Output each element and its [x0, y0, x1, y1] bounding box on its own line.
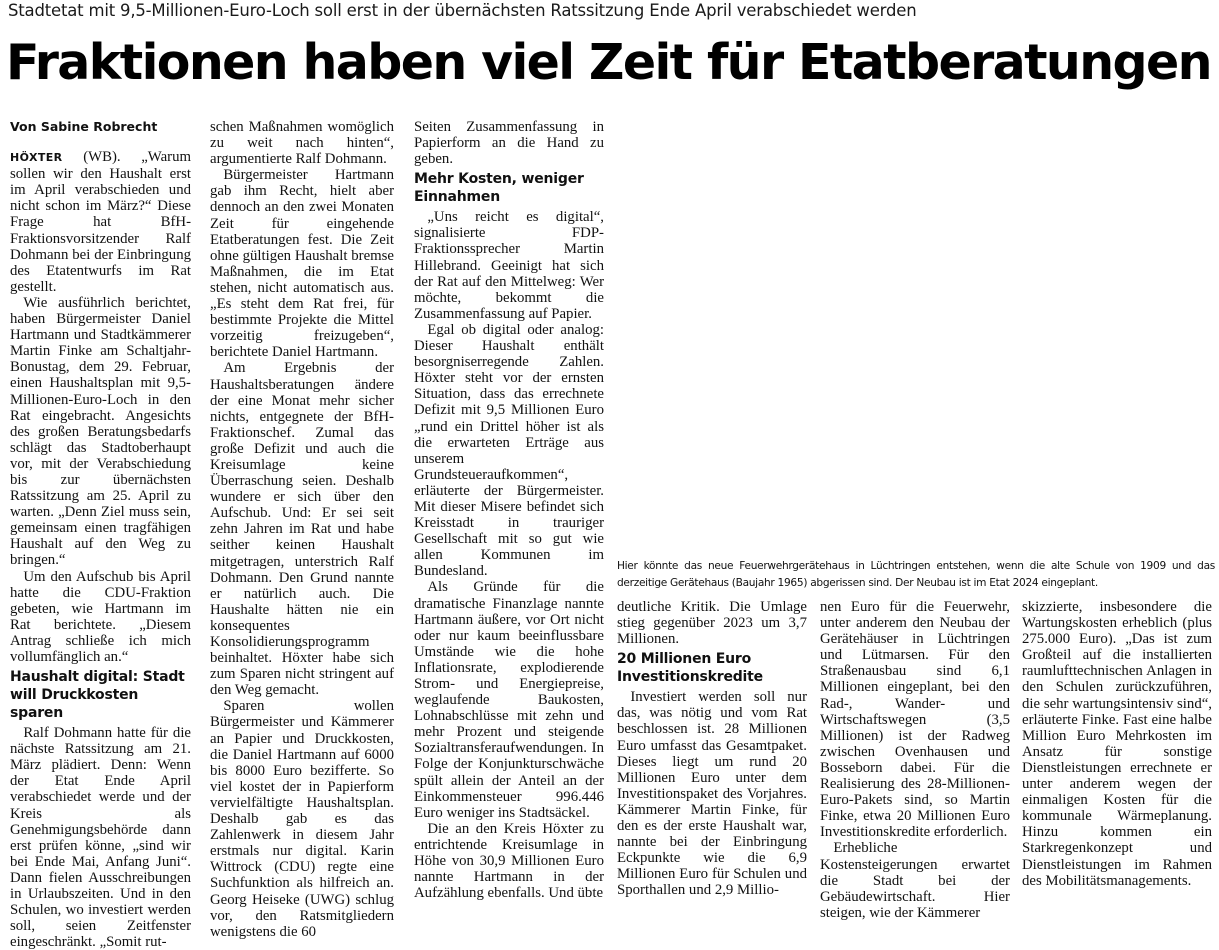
- article-column-4: [617, 599, 807, 924]
- article-headline: Fraktionen haben viel Zeit für Etatberatungen: [6, 34, 1211, 91]
- dateline: HÖXTER: [10, 151, 63, 165]
- paragraph: schen Maßnahmen womöglich zu weit nach hinten“, argumentierte Ralf Dohmann.: [210, 119, 394, 168]
- paragraph: Sparen wollen Bürgermeister und Kämmerer an Papier und Druckkosten, die Daniel Hartmann auf 6000 bis 8000 Euro bezifferte. So viel kostet der in Papierform vervielfältigte Haushaltsplan. Deshalb gab es das Zahlenwerk in diesem Jahr erstmals nur digital. Karin Wittrock (CDU) regte eine Suchfunktion als hilfreich an. Georg Heiseke (UWG) schlug vor, den Ratsmitgliedern wenigstens die 60: [210, 698, 394, 940]
- article-column-2: [210, 119, 394, 940]
- section-heading: Mehr Kosten, weniger Einnahmen: [414, 171, 584, 206]
- paragraph: nen Euro für die Feuerwehr, unter anderem den Neubau der Gerätehäuser in Lüchtringen und Lütmarsen. Für den Straßenausbau sind 6,1 Millionen eingeplant, bei den Rad-, Wander- und Wirtschaftswegen (3,5 Millionen) ist der Radweg zwischen Ovenhausen und Bosseborn dabei. Für die Realisierung des 28-Millionen-Euro-Pakets sind, so Martin Finke, etwa 20 Millionen Euro Investitionskredite erforderlich.: [820, 599, 1010, 841]
- article-column-5: [820, 599, 1010, 924]
- section-heading: Haushalt digital: Stadt will Druckkosten sparen: [10, 669, 185, 722]
- section-heading: 20 Millionen Euro Investitionskredite: [617, 651, 763, 686]
- paragraph: Bürgermeister Hartmann gab ihm Recht, hielt aber dennoch an den zwei Monaten Zeit für eingehende Etatberatungen fest. Die Zeit ohne gültigen Haushalt bremse Maßnahmen, die im Etat stehen, nicht automatisch aus. „Es steht dem Rat frei, für bestimmte Projekte die Mittel vorzeitig freizugeben“, berichtete Daniel Hartmann.: [210, 167, 394, 361]
- article-subheadline: Stadtetat mit 9,5-Millionen-Euro-Loch soll erst in der übernächsten Ratssitzung Ende April verabschiedet werden: [8, 1, 917, 20]
- paragraph: deutliche Kritik. Die Umlage stieg gegenüber 2023 um 3,7 Millionen.: [617, 599, 807, 648]
- paragraph: „Uns reicht es digital“, signalisierte FDP-Fraktionssprecher Martin Hillebrand. Geeinigt hat sich der Rat auf den Mittelweg: Wer möchte, bekommt die Zusammenfassung auf Papier.: [414, 209, 604, 322]
- byline: Von Sabine Robrecht: [10, 119, 158, 134]
- paragraph: Die an den Kreis Höxter zu entrichtende Kreisumlage in Höhe von 30,9 Millionen Euro nannte Hartmann in der Aufzählung ebenfalls. Und übte: [414, 820, 604, 902]
- article-column-1: [10, 119, 191, 950]
- paragraph: Erhebliche Kostensteigerungen erwartet die Stadt bei der Gebäudewirtschaft. Hier steigen, wie der Kämmerer: [820, 840, 1010, 921]
- paragraph-text: (WB). „Warum sollen wir den Haushalt erst im April verabschieden und nicht schon im März?“ Diese Frage hat BfH-Fraktionsvorsitzender Ralf Dohmann bei der Einbringung des Etatentwurfs im Rat gestellt.: [10, 149, 191, 295]
- photo-caption: Hier könnte das neue Feuerwehrgerätehaus in Lüchtringen entstehen, wenn die alte Schule von 1909 und das derzeitige Gerätehaus (Baujahr 1965) abgerissen sind. Der Neubau ist im Etat 2024 eingeplant.: [617, 560, 1215, 589]
- paragraph: Wie ausführlich berichtet, haben Bürgermeister Daniel Hartmann und Stadtkämmerer Martin Finke am Schaltjahr-Bonustag, dem 29. Februar, einen Haushaltsplan mit 9,5-Millionen-Euro-Loch in den Rat eingebracht. Angesichts des großen Beratungsbedarfs schlägt das Stadtoberhaupt vor, mit der Verabschiedung bis zur übernächsten Ratssitzung am 25. April zu warten. „Denn Ziel muss sein, gemeinsam einen tragfähigen Haushalt auf den Weg zu bringen.“: [10, 294, 191, 569]
- paragraph: Um den Aufschub bis April hatte die CDU-Fraktion gebeten, wie Hartmann im Rat berichtete. „Diesem Antrag schließe ich mich vollumfänglich an.“: [10, 568, 191, 665]
- paragraph: Als Gründe für die dramatische Finanzlage nannte Hartmann äußere, vor Ort nicht oder nur kaum beeinflussbare Umstände wie die hohe Inflationsrate, explodierende Strom- und Energiepreise, weglaufende Baukosten, Lohnabschlüsse mit zehn und mehr Prozent und steigende Sozialtransferaufwendungen. In Folge der Konjunkturschwäche spült allein der Anteil an der Einkommensteuer 996.446 Euro weniger ins Stadtsäckel.: [414, 579, 604, 821]
- paragraph: Investiert werden soll nur das, was nötig und vom Rat beschlossen ist. 28 Millionen Euro umfasst das Gesamtpaket. Dieses liegt um rund 20 Millionen Euro unter dem Investitionspaket des Vorjahres. Kämmerer Martin Finke, für den es der erste Haushalt war, nannte bei der Einbringung Eckpunkte wie die 6,9 Millionen Euro für Schulen und Sporthallen und 2,9 Millio-: [617, 689, 807, 899]
- article-column-6: [1022, 599, 1212, 924]
- paragraph: Ralf Dohmann hatte für die nächste Ratssitzung am 21. März plädiert. Denn: Wenn der Etat Ende April verabschiedet werde und der Kreis als Genehmigungsbehörde dann erst prüfen könne, „sind wir bei Ende Mai, Anfang Juni“. Dann fielen Ausschreibungen in Urlaubszeiten. Und in den Schulen, wo investiert werden soll, seien Zeitfenster eingeschränkt. „Somit rut-: [10, 725, 191, 950]
- paragraph: Seiten Zusammenfassung in Papierform an die Hand zu geben.: [414, 119, 604, 168]
- paragraph: [10, 149, 191, 295]
- photo-feuerwehrgeraetehaus: [612, 120, 1217, 556]
- article-column-3: [414, 119, 604, 924]
- paragraph: skizzierte, insbesondere die Wartungskosten erheblich (plus 275.000 Euro). „Das ist zum Großteil auf die installierten raumlufttechnischen Anlagen in den Schulen zurückzuführen, die sehr wartungsintensiv sind“, erläuterte Finke. Fast eine halbe Million Euro Mehrkosten im Ansatz für sonstige Dienstleistungen errechnete er unter anderem wegen der einmaligen Kosten für die kommunale Wärmeplanung. Hinzu kommen ein Starkregenkonzept und Dienstleistungen im Rahmen des Mobilitätsmanagements.: [1022, 599, 1212, 889]
- paragraph: Am Ergebnis der Haushaltsberatungen ändere der eine Monat mehr sicher nichts, entgegnete der BfH-Fraktionschef. Zumal das große Defizit und auch die Kreisumlage keine Überraschung seien. Deshalb wundere er sich über den Aufschub. Und: Er sei seit zehn Jahren im Rat und habe seither keinen Haushalt mitgetragen, unterstrich Ralf Dohmann. Den Grund nannte er natürlich auch. Die Haushalte hätten nie ein konsequentes Konsolidierungsprogramm beinhaltet. Höxter habe sich zum Sparen nicht stringent auf den Weg gemacht.: [210, 360, 394, 699]
- paragraph: Egal ob digital oder analog: Dieser Haushalt enthält besorgniserregende Zahlen. Höxter steht vor der ernsten Situation, dass das errechnete Defizit mit 9,5 Millionen Euro „rund ein Drittel höher ist als die erwarteten Erträge aus unserem Grundsteueraufkommen“, erläuterte der Bürgermeister. Mit dieser Misere befindet sich Kreisstadt in trauriger Gesellschaft mit so gut wie allen Kommunen im Bundesland.: [414, 321, 604, 580]
